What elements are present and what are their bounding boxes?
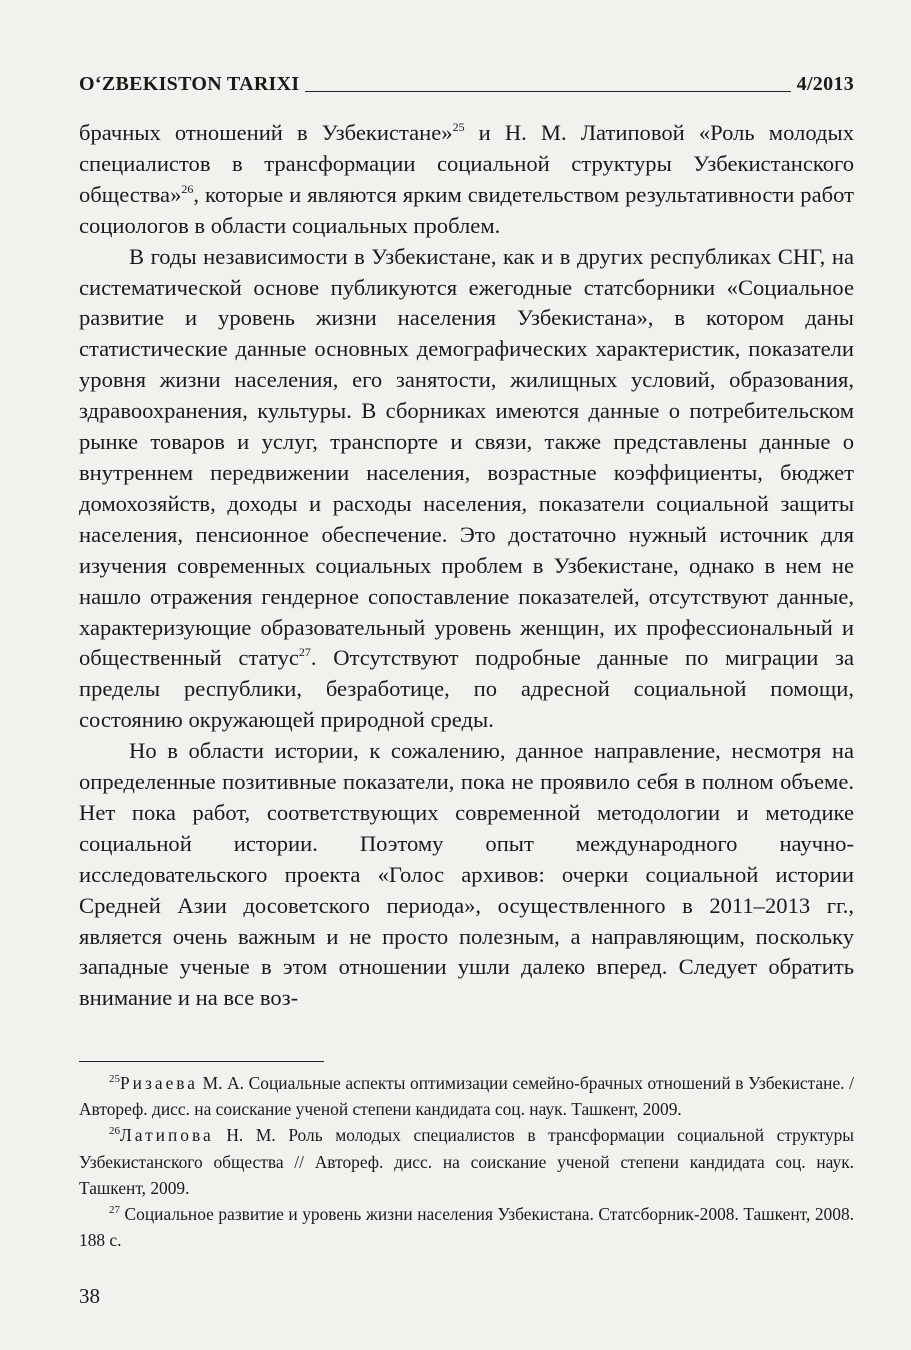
paragraph	[79, 736, 854, 1014]
footnote-author: Латипова	[120, 1125, 214, 1146]
footnote	[79, 1201, 854, 1253]
footnote-number: 27	[109, 1204, 120, 1217]
footnote-number: 26	[109, 1125, 120, 1138]
footnote	[79, 1070, 854, 1122]
page-number: 38	[79, 1284, 100, 1308]
paragraph	[79, 118, 854, 242]
paragraph-text: и Н. М. Латиповой «Роль молодых специалистов в трансформации социальной структуры Узбекистанского общества»	[79, 120, 854, 207]
paragraph-text: Но в области истории, к сожалению, данное направление, несмотря на определенные позитивные показатели, пока не проявило себя в полном объеме. Нет пока работ, соответствующих современной методологии и методике социальной истории. Поэтому опыт международного научно-исследовательского проекта «Голос архивов: очерки социальной истории Средней Азии досоветского периода», осуществленного в 2011–2013 гг., является очень важным и не просто полезным, а направляющим, поскольку западные ученые в этом отношении ушли далеко вперед. Следует обратить внимание и на все воз-	[79, 738, 854, 1011]
paragraph-text: , которые и являются ярким свидетельством результативности работ социологов в области социальных проблем.	[79, 181, 854, 238]
footnote-text: Роль молодых специалистов в трансформации социальной структуры Узбекистанского общества // Автореф. дисс. на соискание ученой степени кандидата соц. наук. Ташкент, 2009.	[79, 1125, 854, 1198]
paragraph	[79, 242, 854, 737]
footnotes	[79, 1070, 854, 1253]
footnote-ref[interactable]: 25	[452, 120, 465, 134]
paragraph-text: брачных отношений в Узбекистане»	[79, 120, 453, 145]
paragraph-text: . Отсутствуют подробные данные по миграции за пределы республики, безработице, по адресной социальной помощи, состоянию окружающей природной среды.	[79, 645, 854, 733]
footnote-author: Ризаева	[120, 1073, 198, 1093]
footnote-ref[interactable]: 27	[298, 645, 311, 660]
footnote-initials: Н. М.	[213, 1125, 276, 1146]
running-header	[79, 70, 854, 96]
main-text	[79, 118, 854, 1014]
footnote-text: Социальные аспекты оптимизации семейно-брачных отношений в Узбекистане. / Автореф. дисс. на соискание ученой степени кандидата соц. наук. Ташкент, 2009.	[79, 1073, 855, 1120]
issue-number: 4/2013	[796, 73, 854, 95]
footnote-separator	[79, 1061, 324, 1062]
paragraph-text: В годы независимости в Узбекистане, как и в других республиках СНГ, на систематической основе публикуются ежегодные статсборники «Социальное развитие и уровень жизни населения Узбекистана», в котором даны статистические данные основных демографических характеристик, показатели уровня жизни населения, его занятости, жилищных условий, образования, здравоохранения, культуры. В сборниках имеются данные о потребительском рынке товаров и услуг, транспорте и связи, также представлены данные о внутреннем передвижении населения, возрастные коэффициенты, бюджет домохозяйств, доходы и расходы населения, показатели социальной защиты населения, пенсионное обеспечение. Это достаточно нужный источник для изучения современных социальных проблем в Узбекистане, однако в нем не нашло отражения гендерное сопоставление показателей, отсутствуют данные, характеризующие образовательный уровень женщин, их профессиональный и общественный статус	[79, 243, 854, 671]
footnote-ref[interactable]: 26	[181, 181, 194, 196]
header-rule	[305, 91, 790, 92]
footnote-initials: М. А.	[198, 1073, 245, 1093]
footnote-number: 25	[109, 1073, 120, 1085]
footnote-text: Социальное развитие и уровень жизни населения Узбекистана. Статсборник-2008. Ташкент, 2008. 188 с.	[79, 1204, 854, 1251]
footnote	[79, 1122, 854, 1201]
journal-title: O‘ZBEKISTON TARIXI	[79, 73, 300, 95]
